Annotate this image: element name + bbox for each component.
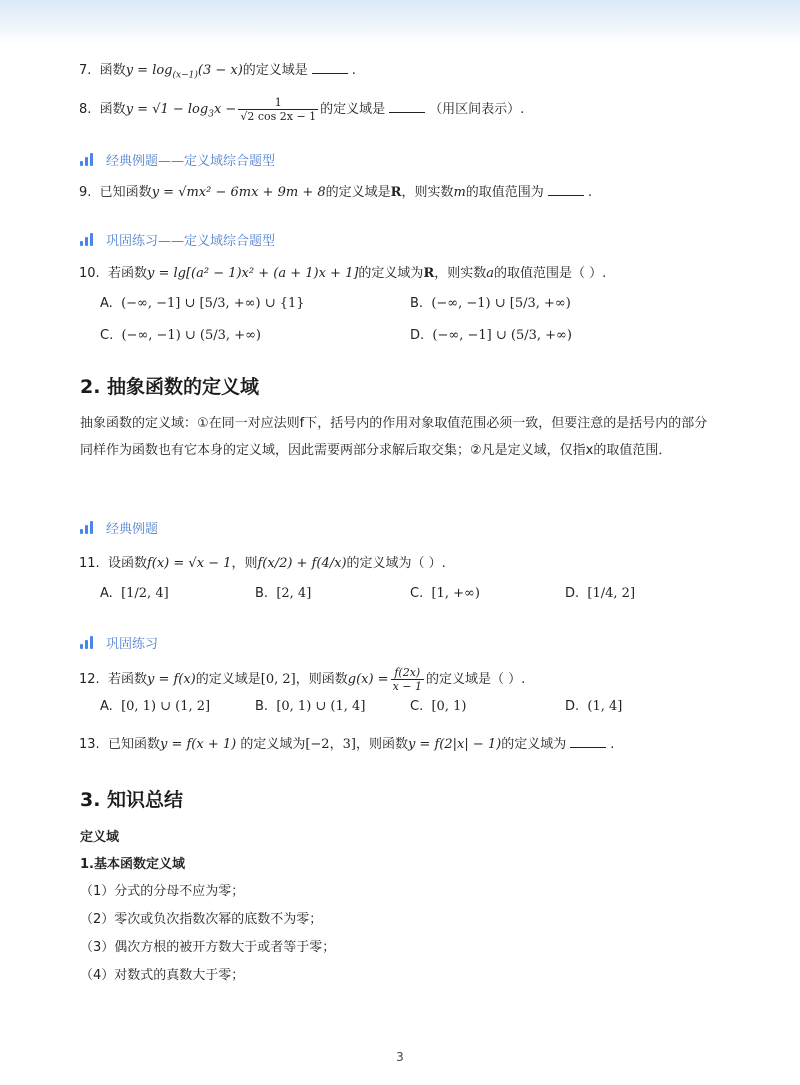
math-expression: y = lg[(a² − 1)x² + (a + 1)x + 1] bbox=[146, 266, 359, 281]
question-text: 的取值范围为 bbox=[465, 185, 544, 200]
question-text: 的定义域为（ ）. bbox=[346, 556, 446, 571]
section-title: 巩固练习 bbox=[106, 637, 159, 652]
question-8 bbox=[79, 96, 524, 125]
question-text: ，则 bbox=[231, 556, 258, 571]
math-expression: x − bbox=[213, 102, 237, 117]
option-label: B. bbox=[255, 586, 269, 601]
option-value: (−∞, −1] ∪ [5/3, +∞) ∪ {1} bbox=[121, 296, 305, 311]
question-number: 7. bbox=[79, 63, 92, 78]
question-text: 的定义域是（ ）. bbox=[426, 672, 526, 687]
option-c bbox=[100, 326, 261, 346]
fraction-denominator: x − 1 bbox=[392, 680, 422, 693]
answer-blank bbox=[548, 183, 584, 196]
option-b bbox=[410, 294, 571, 314]
option-b bbox=[255, 584, 311, 604]
math-expression: f(x/2) + f(4/x) bbox=[257, 556, 347, 571]
section-title: 巩固练习——定义域综合题型 bbox=[106, 234, 276, 249]
option-label: A. bbox=[100, 586, 113, 601]
math-expression: y = √1 − log bbox=[125, 102, 209, 117]
option-label: C. bbox=[410, 699, 424, 714]
option-a bbox=[100, 294, 305, 314]
math-expression: f(x) = √x − 1 bbox=[146, 556, 232, 571]
math-symbol: R bbox=[423, 266, 435, 281]
heading-summary: 3. 知识总结 bbox=[80, 789, 184, 811]
math-expression: y = log bbox=[125, 63, 173, 78]
abstract-paragraph: 抽象函数的定义域：①在同一对应法则f下，括号内的作用对象取值范围必须一致，但要注意的是括号内的部分同样作为函数也有它本身的定义域，因此需要两部分求解后取交集；②凡是定义域，仅指x的取值范围． bbox=[80, 416, 708, 458]
page-header-band bbox=[0, 0, 800, 44]
question-number: 11. bbox=[79, 556, 100, 571]
option-value: [2, 4] bbox=[276, 586, 312, 601]
option-value: [0, 1) ∪ (1, 4] bbox=[276, 699, 366, 714]
question-text: ，则实数 bbox=[401, 185, 454, 200]
option-c bbox=[410, 697, 466, 717]
summary-subheading: 1.基本函数定义域 bbox=[80, 857, 185, 872]
summary-item: （4）对数式的真数大于零； bbox=[80, 968, 245, 983]
section-title: 经典例题 bbox=[106, 522, 159, 537]
option-b bbox=[255, 697, 365, 717]
question-text: 设函数 bbox=[107, 556, 147, 571]
question-text: 已知函数 bbox=[99, 185, 152, 200]
math-expression: y = f(2|x| − 1) bbox=[407, 737, 502, 752]
question-text: 的定义域为 bbox=[240, 737, 306, 752]
math-subscript: (x−1) bbox=[172, 70, 198, 81]
bar-chart-icon bbox=[80, 636, 98, 649]
option-c bbox=[410, 584, 480, 604]
question-text: 函数 bbox=[99, 102, 126, 117]
bar-chart-icon bbox=[80, 521, 98, 534]
question-7 bbox=[79, 61, 356, 86]
question-text: 已知函数 bbox=[107, 737, 160, 752]
fraction-denominator: √2 cos 2x − 1 bbox=[240, 110, 317, 123]
question-text: （用区间表示）. bbox=[429, 102, 525, 117]
question-text: 的取值范围是（ ）. bbox=[494, 266, 607, 281]
question-10 bbox=[79, 264, 606, 284]
option-value: [0, 1) bbox=[431, 699, 467, 714]
option-a bbox=[100, 584, 169, 604]
question-text: 的定义域是 bbox=[242, 63, 308, 78]
fraction bbox=[391, 666, 424, 693]
question-number: 12. bbox=[79, 672, 100, 687]
option-value: (−∞, −1] ∪ (5/3, +∞) bbox=[432, 328, 572, 343]
question-text: 若函数 bbox=[107, 266, 147, 281]
heading-abstract-function: 2. 抽象函数的定义域 bbox=[80, 376, 260, 398]
section-heading bbox=[80, 150, 275, 169]
question-text: 的定义域是 bbox=[195, 672, 261, 687]
question-13 bbox=[79, 735, 614, 755]
question-number: 10. bbox=[79, 266, 100, 281]
option-label: C. bbox=[100, 328, 114, 343]
math-expression: (3 − x) bbox=[197, 63, 243, 78]
answer-blank bbox=[312, 61, 348, 74]
question-text: 的定义域是 bbox=[320, 102, 386, 117]
question-number: 9. bbox=[79, 185, 92, 200]
question-text: 的定义域为 bbox=[501, 737, 567, 752]
option-value: (1, 4] bbox=[587, 699, 623, 714]
option-label: D. bbox=[410, 328, 425, 343]
question-text: ，则函数 bbox=[295, 672, 348, 687]
option-value: [1/2, 4] bbox=[121, 586, 169, 601]
option-value: (−∞, −1) ∪ (5/3, +∞) bbox=[121, 328, 261, 343]
answer-blank bbox=[389, 100, 425, 113]
fraction bbox=[238, 96, 318, 123]
option-d bbox=[565, 584, 635, 604]
question-text: . bbox=[610, 737, 615, 752]
math-expression: y = √mx² − 6mx + 9m + 8 bbox=[151, 185, 326, 200]
question-text: 的定义域为 bbox=[358, 266, 424, 281]
bar-chart-icon bbox=[80, 153, 98, 166]
math-subscript: 3 bbox=[208, 109, 214, 120]
option-value: [1/4, 2] bbox=[587, 586, 636, 601]
question-11 bbox=[79, 554, 446, 574]
math-expression: [−2，3] bbox=[305, 737, 356, 752]
question-text: ，则实数 bbox=[434, 266, 487, 281]
option-label: A. bbox=[100, 296, 113, 311]
option-value: (−∞, −1) ∪ [5/3, +∞) bbox=[431, 296, 571, 311]
question-9 bbox=[79, 183, 592, 203]
question-12 bbox=[79, 666, 525, 693]
page-number: 3 bbox=[396, 1050, 404, 1064]
option-value: [1, +∞) bbox=[431, 586, 480, 601]
math-expression: [0, 2] bbox=[260, 672, 296, 687]
option-label: D. bbox=[565, 699, 580, 714]
question-number: 8. bbox=[79, 102, 92, 117]
option-a bbox=[100, 697, 210, 717]
question-text: 若函数 bbox=[107, 672, 147, 687]
fraction-numerator: 1 bbox=[238, 96, 318, 110]
question-text: ，则函数 bbox=[355, 737, 408, 752]
question-text: 的定义域是 bbox=[325, 185, 391, 200]
math-expression: y = f(x) bbox=[146, 672, 196, 687]
option-d bbox=[410, 326, 572, 346]
summary-item: （3）偶次方根的被开方数大于或者等于零； bbox=[80, 940, 336, 955]
question-text: 函数 bbox=[99, 63, 126, 78]
option-label: A. bbox=[100, 699, 113, 714]
option-d bbox=[565, 697, 622, 717]
summary-item: （2）零次或负次指数次幂的底数不为零； bbox=[80, 912, 323, 927]
math-symbol: m bbox=[453, 185, 466, 200]
option-label: B. bbox=[255, 699, 269, 714]
section-title: 经典例题——定义域综合题型 bbox=[106, 154, 276, 169]
math-expression: y = f(x + 1) bbox=[159, 737, 237, 752]
question-text: . bbox=[351, 63, 356, 78]
option-label: C. bbox=[410, 586, 424, 601]
summary-heading: 定义域 bbox=[80, 830, 120, 845]
answer-blank bbox=[570, 735, 606, 748]
math-symbol: R bbox=[390, 185, 402, 200]
bar-chart-icon bbox=[80, 233, 98, 246]
summary-item: （1）分式的分母不应为零； bbox=[80, 884, 245, 899]
option-label: D. bbox=[565, 586, 580, 601]
question-number: 13. bbox=[79, 737, 100, 752]
fraction-numerator: f(2x) bbox=[391, 666, 424, 680]
section-heading bbox=[80, 230, 275, 249]
question-text: . bbox=[587, 185, 592, 200]
section-heading bbox=[80, 518, 158, 537]
section-heading bbox=[80, 633, 158, 652]
option-value: [0, 1) ∪ (1, 2] bbox=[121, 699, 211, 714]
math-symbol: a bbox=[486, 266, 495, 281]
math-expression: g(x) = bbox=[347, 672, 389, 687]
option-label: B. bbox=[410, 296, 424, 311]
